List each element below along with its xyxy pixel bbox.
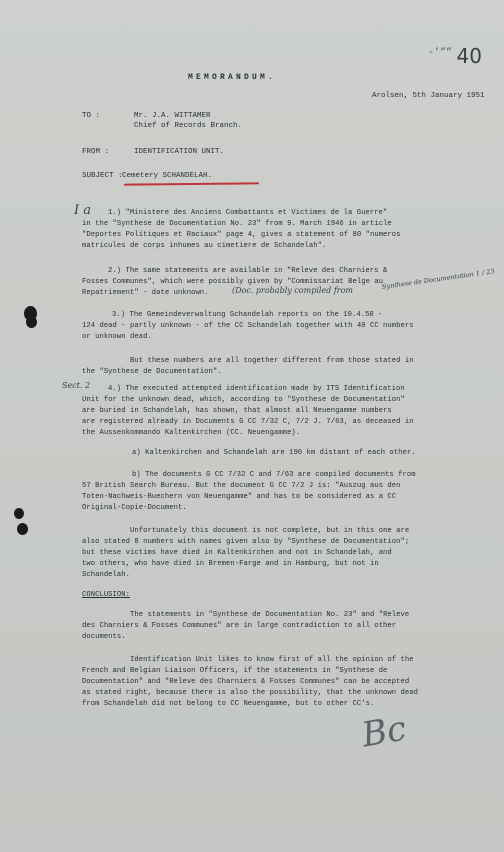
p1-line-4: matricules de corps inhumes au cimetiere de Schandelah". <box>82 242 327 250</box>
punch-hole-icon <box>17 523 28 535</box>
subject-label: SUBJECT : <box>82 172 123 180</box>
p5-line-1: Unfortunately this document is not complete, but in this one are <box>130 527 410 535</box>
p2-handwritten-1: (Doc. probably compiled from <box>232 286 354 295</box>
p6-line-2: des Charniers & Fosses Communes" are in large contradiction to all other <box>82 622 397 630</box>
p2-line-3: Repatriement" - date unknown. <box>82 289 209 297</box>
punch-hole-icon <box>14 508 24 519</box>
p1-line-1: 1.) "Ministere des Anciens Combattants et Victimes de la Guerre" <box>108 209 388 217</box>
p4b-line-1: b) The documents G CC 7/32 C and 7/63 are compiled documents from <box>132 471 416 479</box>
p4a-line: a) Kaltenkirchen and Schandelah are 190 km distant of each other. <box>132 449 416 457</box>
p5-line-3: but these victims have died in Kaltenkirchen and not in Schandelah, and <box>82 549 392 557</box>
memo-title: MEMORANDUM. <box>188 73 277 82</box>
from-label: FROM : <box>82 148 110 156</box>
p5-line-2: also stated 8 numbers with names given also by "Synthese de Documentation"; <box>82 538 410 546</box>
red-underline <box>124 182 259 185</box>
subject-value: Cemetery SCHANDELAH. <box>122 172 213 180</box>
p4-line-2: Unit for the unknown dead, which, according to "Synthese de Documentation" <box>82 396 405 404</box>
p4b-line-3: Toten-Nachweis-Buechern von Neuengamme" and has to be considered as a CC <box>82 493 397 501</box>
margin-mark-2: Sect. 2 <box>62 381 91 390</box>
p2-line-1: 2.) The same statements are available in "Releve des Charniers & <box>108 267 388 275</box>
page-number: 40 <box>456 44 482 68</box>
p6-line-1: The statements in "Synthese de Documentation No. 23" and "Releve <box>130 611 410 619</box>
p2-handwritten-2: Synthese de Documentation 1 / 23 <box>381 267 495 291</box>
p4b-line-4: Original-Copie-Document. <box>82 504 187 512</box>
punch-hole-icon <box>26 316 37 328</box>
conclusion-heading: CONCLUSION: <box>82 591 130 599</box>
p7-line-2: French and Belgian Liaison Officers, if the statements in "Synthese de <box>82 667 388 675</box>
p2-line-2: Fosses Communes", which were possibly given by "Commissariat Belge au <box>82 278 384 286</box>
from-value: IDENTIFICATION UNIT. <box>134 148 225 156</box>
p3-line-3: or unknown dead. <box>82 333 152 341</box>
p7-line-4: as stated right, because there is also the possibility, that the unknown dead <box>82 689 418 697</box>
p4-line-1: 4.) The executed attempted identification made by ITS Identification <box>108 385 405 393</box>
page-number-left-mark: -’”” <box>427 48 452 59</box>
p7-line-1: Identification Unit likes to know first of all the opinion of the <box>130 656 414 664</box>
p4-line-5: the Aussenkommando Kaltenkirchen (CC. Neuengamme). <box>82 429 301 437</box>
p3-line-2: 124 dead - partly unknown - of the CC Schandelah together with 40 CC numbers <box>82 322 414 330</box>
memo-date: Arolsen, 5th January 1951 <box>372 92 485 100</box>
p5-line-5: Schandelah. <box>82 571 130 579</box>
to-label: TO : <box>82 112 101 120</box>
p7-line-5: from Schandelah did not belong to CC Neuengamme, but to other CC's. <box>82 700 375 708</box>
p3b-line-2: the "Synthese de Documentation". <box>82 368 222 376</box>
p3-line-1: 3.) The Gemeindeverwaltung Schandelah reports on the 10.4.50 - <box>112 311 383 319</box>
to-line-2: Chief of Records Branch. <box>134 122 243 130</box>
p4-line-4: are registered already in Documents G CC 7/32 C, 7/2 J. 7/63, as deceased in <box>82 418 414 426</box>
p3b-line-1: But these numbers are all together different from those stated in <box>130 357 414 365</box>
margin-mark-1: I a <box>74 203 92 218</box>
p4-line-3: are buried in Schandelah, has shown, that almost all Neuengamme numbers <box>82 407 392 415</box>
p1-line-3: "Deportes Politiques et Raciaux" page 4, gives a statement of 80 "numeros <box>82 231 401 239</box>
p1-line-2: in the "Synthese de Documentation No. 23" from 9. March 1946 in article <box>82 220 392 228</box>
p7-line-3: Documentation" and "Releve des Charniers & Fosses Communes" can be accepted <box>82 678 410 686</box>
to-line-1: Mr. J.A. WITTAMER <box>134 112 211 120</box>
p4b-line-2: 57 British Search Bureau. But the document G CC 7/2 J is: "Auszug aus den <box>82 482 401 490</box>
p6-line-3: documents. <box>82 633 126 641</box>
signature: Bc <box>358 708 410 756</box>
p5-line-4: two others, who have died in Bremen-Farge and in Hamburg, but not in <box>82 560 379 568</box>
